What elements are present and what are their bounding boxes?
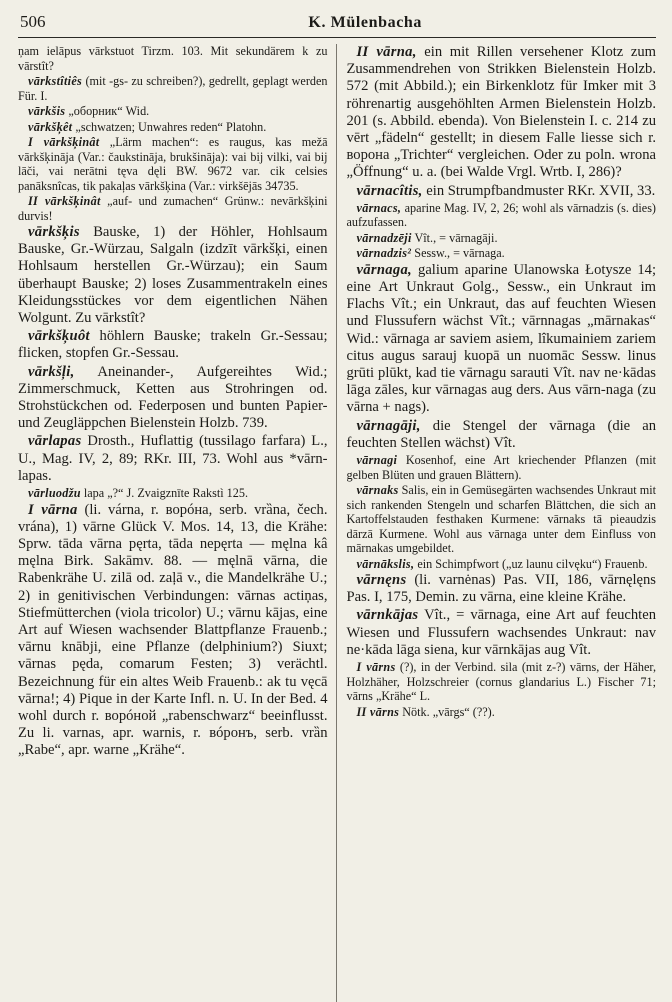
entry-headword: vārnadzis² bbox=[356, 246, 412, 261]
entry-headword: vārkstîtiês bbox=[28, 74, 83, 88]
dictionary-entry bbox=[347, 572, 657, 606]
dictionary-entry bbox=[18, 194, 328, 223]
entry-definition: „Lärm machen“: es raugus, kas mežā vārkšķināja (Var.: čaukstināja, brukšināja): vai bij vilki, vai bij lāči, vai nerātni tęva dęli BW. 9672 var. cik celsies panāksnîcas, tik pakaļas vārkšķina (Var.: virkšējās 34735. bbox=[18, 135, 328, 193]
entry-headword: vārluodžu bbox=[28, 486, 81, 501]
entry-headword: I vārkšķinât bbox=[28, 135, 100, 149]
entry-headword: vārnacs, bbox=[356, 200, 402, 215]
entry-headword: vārkšķuôt bbox=[28, 328, 90, 345]
dictionary-entry bbox=[18, 104, 328, 119]
entry-definition: höhlern Bauske; trakeln Gr.-Sessau; flicken, stopfen Gr.-Sessau. bbox=[18, 328, 328, 362]
text-columns bbox=[18, 44, 656, 1002]
entry-headword: vārkšķis bbox=[28, 224, 80, 240]
entry-headword: vārkšis bbox=[28, 104, 66, 118]
entry-headword: I vārna bbox=[28, 501, 78, 518]
entry-definition: „оборник“ Wid. bbox=[65, 104, 150, 118]
dictionary-entry bbox=[347, 231, 657, 246]
entry-headword: II vārkšķinât bbox=[28, 194, 101, 208]
entry-headword: vārkšļi, bbox=[28, 363, 75, 380]
entry-definition: Vît., = vārnagāji. bbox=[411, 230, 498, 245]
page-number: 506 bbox=[20, 12, 46, 31]
entry-definition: galium aparine Ulanowska Łotysze 14; eine Art Unkraut Golg., Sessw., ein Unkraut im Flachs Vît.; ein Unkraut, das auf feuchten Wiesen und Flussufern wächst Vît.; vārnnagas „mārnakas“ Wid.: vārnaga ar saviem asiem, lîkumainiem zariem citus augus sarauj kuopā un nuomāc Sessw. linus grūti plūkt, kad tie vārnagu sarauti Vît. nav ne·kādas lāga zāles, kur vārnagas aug ders. Aus vārn-naga (zu vārna + nags). bbox=[346, 261, 656, 416]
entry-definition: (?), in der Verbind. sila (mit z-?) vārns, der Häher, Holzhäher, Holzschreier (cornus glandarius L.) Fischer 71; vārns „Krähe“ L. bbox=[346, 660, 656, 704]
entry-headword: II vārna, bbox=[356, 44, 417, 60]
dictionary-entry bbox=[347, 201, 657, 230]
entry-definition: (li. várna, r. ворóна, serb. vrȁna, čech. vrána), 1) vārne Glück V. Mos. 14, 13, die Krähe: Sprw. tāda vārna pęrta, tāda nepęrta — męlna kâ męlna Birk. Sakāmv. 88. — męlnā vārna, die Rabenkrähe U. zilā od. zaļā v., die Mandelkrähe U.; 2) in genitivischen Verbindungen: vārnas actiņas, Stiefmütterchen (viola tricolor) U.; vārnu kājas, eine Art auf Wiesen wachsender Blattpflanze Frauenb.; vārnu knābji, eine Pflanze (delphinium?) Siuxt; vārnas pęda, comarum Festen; 3) verächtl. Bezeichnung für ein altes Weib Frauenb.: ak tu vęcā vārna!; 4) Pique in der Karte Infl. n. U. In der Bed. 4 wohl durch r. ворóной „rabenschwarz“ beeinflusst. Zu li. varnas, apr. warnis, r. вóронъ, serb. vrȁn „Rabe“, apr. warne „Krähe“. bbox=[18, 501, 328, 759]
right-column bbox=[337, 44, 657, 1002]
dictionary-entry bbox=[347, 453, 657, 482]
dictionary-entry bbox=[18, 224, 328, 327]
page-header bbox=[18, 12, 656, 38]
entry-definition: ein Schimpfwort („uz launu cilvęku“) Frauenb. bbox=[414, 556, 648, 571]
entry-headword: vārkšķêt bbox=[28, 119, 73, 134]
dictionary-entry bbox=[347, 607, 657, 659]
entry-headword: vārnākslis, bbox=[356, 556, 415, 571]
entry-definition: die Stengel der vārnaga (die an feuchten Stellen wächst) Vît. bbox=[346, 417, 656, 451]
dictionary-entry bbox=[18, 44, 328, 73]
entry-definition: ņam ielāpus vārkstuot Tirzm. 103. Mit sekundärem k zu vārstît? bbox=[18, 44, 328, 73]
entry-definition: ein mit Rillen versehener Klotz zum Zusammendrehen von Strikken Bielenstein Holzb. 572 (mit Abbild.); ein Birkenklotz für Imker mit 3 röhrenartig ausgehöhlten Armen Bielenstein Holzb. 201 (s. Abbild. ebenda). Von Bielenstein I. c. 214 zu vērt „fädeln“ gestellt; in diesem Falle liesse sich r. ворона „Trichter“ vergleichen. Oder zu poln. wrona „Öffnung“ u. a. (bei Walde Vrgl. Wrtb. I, 286)? bbox=[346, 44, 656, 181]
dictionary-entry bbox=[347, 557, 657, 572]
dictionary-entry bbox=[347, 262, 657, 417]
dictionary-entry bbox=[18, 486, 328, 501]
dictionary-entry bbox=[347, 660, 657, 704]
dictionary-entry bbox=[347, 183, 657, 200]
entry-headword: I vārns bbox=[356, 660, 396, 675]
dictionary-entry bbox=[18, 364, 328, 433]
dictionary-entry bbox=[18, 328, 328, 362]
entry-headword: vārnaga, bbox=[356, 261, 413, 278]
dictionary-entry bbox=[347, 705, 657, 720]
entry-definition: „auf- und zumachen“ Grünw.: nevārkšķini durvis! bbox=[18, 194, 328, 223]
entry-definition: (mit -gs- zu schreiben?), gedrellt, geplagt werden Für. I. bbox=[18, 74, 328, 103]
dictionary-entry bbox=[18, 74, 328, 103]
entry-definition: Drosth., Huflattig (tussilago farfara) L., U., Mag. IV, 2, 89; RKr. III, 73. Wohl aus *vārn-lapas. bbox=[18, 433, 328, 484]
entry-definition: ein Strumpfbandmuster RKr. XVII, 33. bbox=[422, 182, 656, 199]
entry-definition: Aneinander-, Aufgereihtes Wid.; Zimmerschmuck, Ketten aus Strohringen od. Strohstückchen od. Federposen und bunten Papier- und Zeugläppchen Bielenstein Holzb. 739. bbox=[18, 363, 328, 432]
entry-headword: vārnaks bbox=[356, 483, 399, 498]
entry-definition: „schwatzen; Unwahres reden“ Platohn. bbox=[72, 119, 267, 134]
entry-headword: vārnacîtis, bbox=[356, 182, 423, 199]
dictionary-entry bbox=[18, 120, 328, 135]
entry-headword: vārnagi bbox=[356, 453, 398, 468]
entry-definition: Vît., = vārnaga, eine Art auf feuchten Wiesen und Flussufern wachsendes Unkraut: nav ne·kāda lāga siena, kur vārnkājas aug Vît. bbox=[346, 607, 656, 658]
entry-definition: Salis, ein in Gemüsegärten wachsendes Unkraut mit sich rankenden Stengeln und scharfen Blättchen, die sich an Kartoffelstauden festhaken Kurmene: vārnaks tā pieaudzis dārzā Kurmene. Wohl aus vārnaga unter dem Einfluss von mārnakas umgebildet. bbox=[346, 483, 656, 556]
entry-headword: II vārns bbox=[356, 704, 400, 719]
left-column bbox=[18, 44, 337, 1002]
entry-headword: vārnęns bbox=[356, 572, 407, 589]
dictionary-entry bbox=[347, 246, 657, 261]
entry-definition: aparine Mag. IV, 2, 26; wohl als vārnadzis (s. dies) aufzufassen. bbox=[346, 200, 656, 230]
dictionary-entry bbox=[347, 483, 657, 556]
entry-headword: vārlapas bbox=[28, 433, 82, 450]
dictionary-entry bbox=[347, 418, 657, 452]
entry-definition: lapa „?“ J. Zvaigznīte Rakstì 125. bbox=[80, 486, 249, 501]
dictionary-entry bbox=[18, 135, 328, 193]
entry-definition: Bauske, 1) der Höhler, Hohlsaum Bauske, Gr.-Würzau, Salgaln (izdzīt vārkšķi, einen Hohlsaum herstellen Gr.-Würzau); ein Saum überhaupt Bauske; 2) loses Zusammentrakeln eines Kleidungsstückes vor dem eigentlichen Nähen Wolgunt. Zu vārkstît? bbox=[18, 224, 328, 327]
dictionary-entry bbox=[18, 502, 328, 760]
entry-headword: vārnkājas bbox=[356, 607, 419, 624]
entry-definition: Kosenhof, eine Art kriechender Pflanzen (mit gelben Blüten und grauen Blättern). bbox=[346, 453, 656, 482]
running-head: K. Mülenbacha bbox=[308, 14, 422, 31]
entry-headword: vārnagāji, bbox=[356, 417, 421, 434]
entry-headword: vārnadzēji bbox=[356, 230, 412, 245]
dictionary-entry bbox=[18, 433, 328, 485]
entry-definition: Nötk. „vārgs“ (??). bbox=[399, 704, 495, 719]
dictionary-entry bbox=[347, 44, 657, 182]
entry-definition: Sessw., = vārnaga. bbox=[411, 246, 505, 261]
entry-definition: (li. varnėnas) Pas. VII, 186, vārnęlęns Pas. I, 175, Demin. zu vārna, eine kleine Krähe. bbox=[346, 572, 656, 606]
